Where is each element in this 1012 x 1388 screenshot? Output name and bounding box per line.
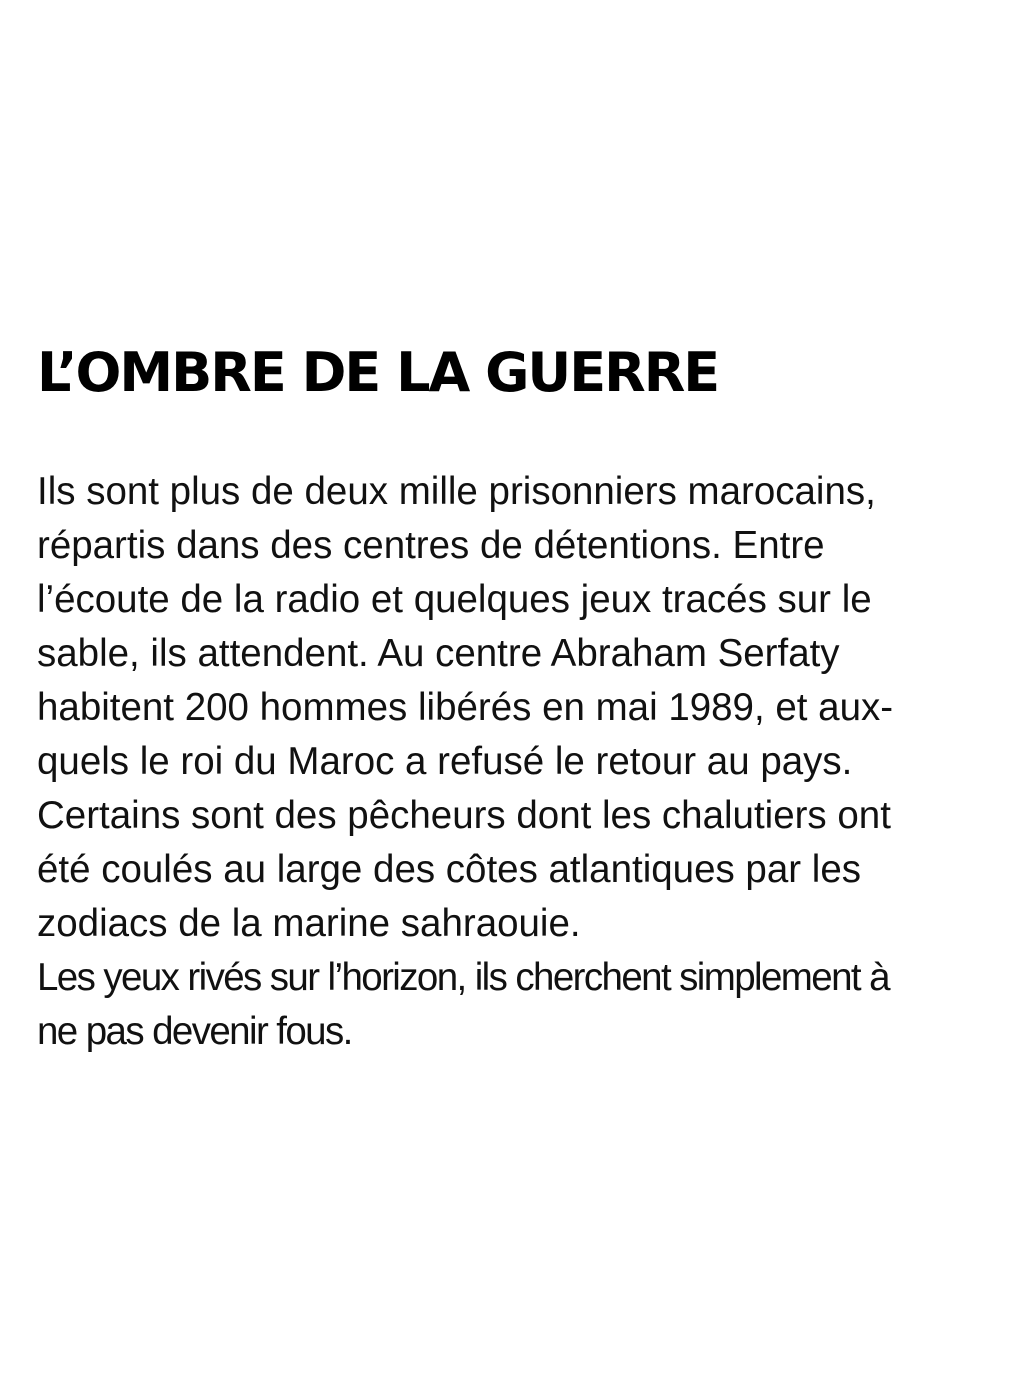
text-line: habitent 200 hommes libérés en mai 1989, et aux- <box>37 686 894 729</box>
text-line: zodiacs de la marine sahraouie. <box>37 902 581 945</box>
text-line: quels le roi du Maroc a refusé le retour au pays. <box>37 740 853 783</box>
article-body <box>37 465 987 1059</box>
text-line: Certains sont des pêcheurs dont les chalutiers ont <box>37 794 891 837</box>
paragraph-2 <box>37 951 987 1059</box>
text-line: été coulés au large des côtes atlantiques par les <box>37 848 861 891</box>
text-line: sable, ils attendent. Au centre Abraham Serfaty <box>37 632 840 675</box>
text-line: Les yeux rivés sur l’horizon, ils cherchent simplement à <box>37 956 889 999</box>
text-line: répartis dans des centres de détentions. Entre <box>37 524 825 567</box>
page-title: L’OMBRE DE LA GUERRE <box>37 341 719 404</box>
paragraph-1 <box>37 465 987 951</box>
text-line: l’écoute de la radio et quelques jeux tracés sur le <box>37 578 872 621</box>
text-line: Ils sont plus de deux mille prisonniers marocains, <box>37 470 876 513</box>
text-line: ne pas devenir fous. <box>37 1010 352 1053</box>
